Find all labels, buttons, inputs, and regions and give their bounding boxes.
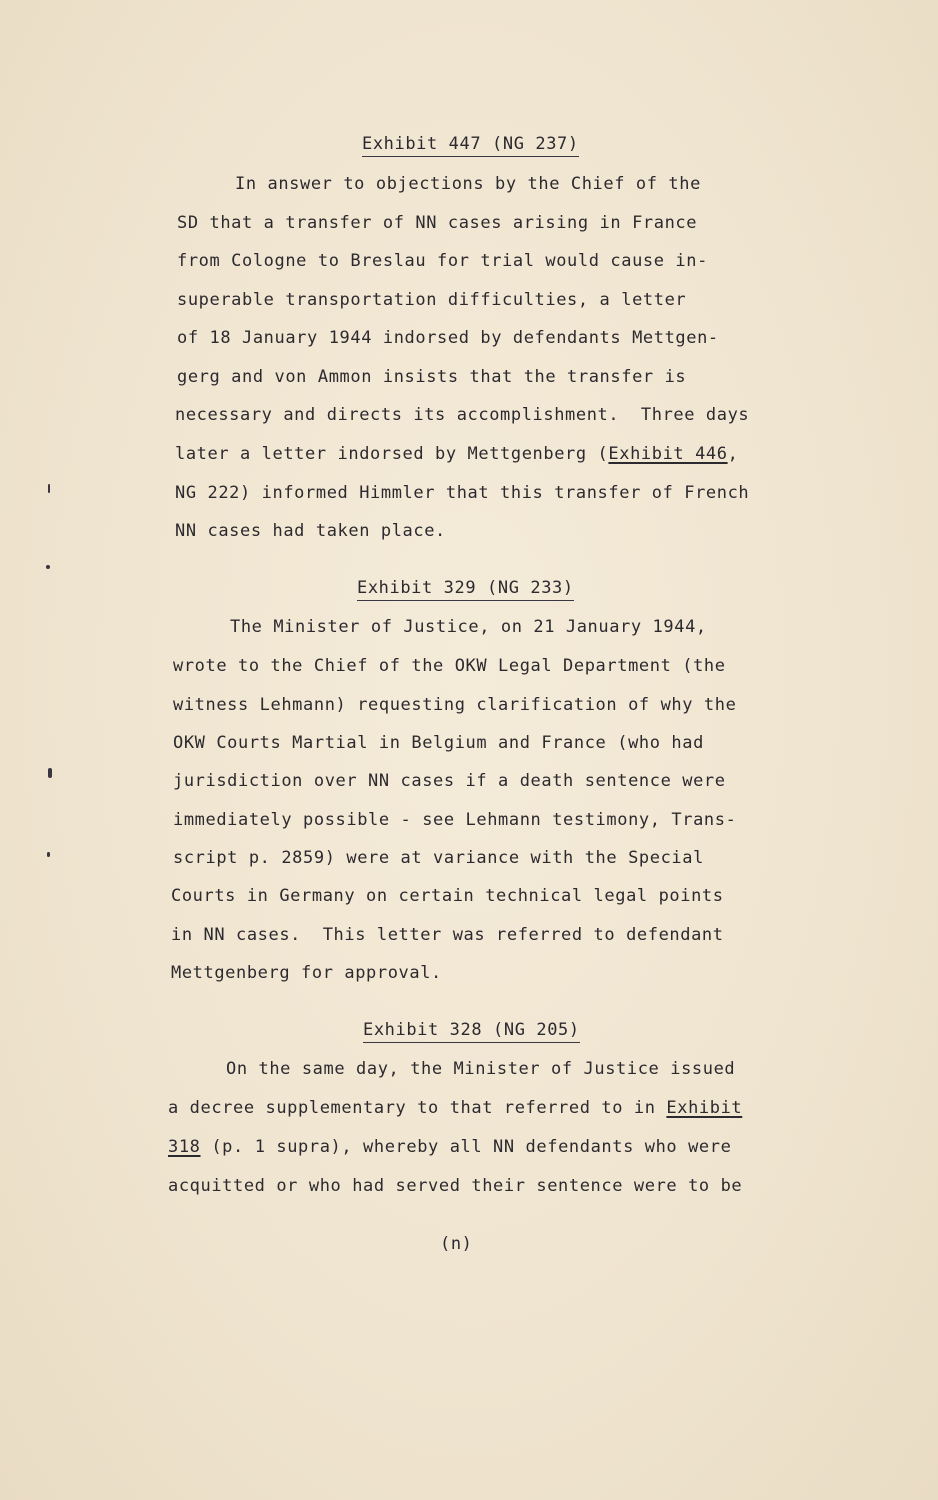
page-marker: (n) xyxy=(440,1234,473,1254)
exhibit-318-reference: Exhibit xyxy=(666,1098,743,1118)
exhibit-446-reference: Exhibit 446 xyxy=(608,444,728,464)
margin-mark xyxy=(48,768,52,778)
section-2-line-5: jurisdiction over NN cases if a death sentence were xyxy=(173,771,726,791)
section-1-line-7: necessary and directs its accomplishment. Three days xyxy=(175,405,750,425)
section-1-heading: Exhibit 447 (NG 237) xyxy=(362,133,579,157)
section-1-line-5: of 18 January 1944 indorsed by defendants Mettgen- xyxy=(177,328,719,348)
section-2-line-3: witness Lehmann) requesting clarification of why the xyxy=(173,695,737,715)
section-2-line-10: Mettgenberg for approval. xyxy=(171,963,442,983)
section-3-line-2 xyxy=(168,1097,742,1119)
section-3-line-3 xyxy=(168,1136,731,1158)
section-2-line-9: in NN cases. This letter was referred to defendant xyxy=(171,925,724,945)
section-3-line-1: On the same day, the Minister of Justice issued xyxy=(226,1059,736,1079)
section-2-line-1: The Minister of Justice, on 21 January 1944, xyxy=(230,617,707,637)
exhibit-318-number: 318 xyxy=(168,1137,201,1157)
section-2-heading: Exhibit 329 (NG 233) xyxy=(357,577,574,601)
section-2-line-4: OKW Courts Martial in Belgium and France (who had xyxy=(173,733,704,753)
section-1-line-9: NG 222) informed Himmler that this transfer of French xyxy=(175,483,750,503)
section-3-line-3-text: (p. 1 supra), whereby all NN defendants who were xyxy=(200,1137,732,1157)
section-3-line-2-text: a decree supplementary to that referred to in xyxy=(168,1098,667,1118)
section-3-heading: Exhibit 328 (NG 205) xyxy=(363,1019,580,1043)
section-2-line-2: wrote to the Chief of the OKW Legal Department (the xyxy=(173,656,726,676)
section-1-line-8-text: later a letter indorsed by Mettgenberg ( xyxy=(175,444,609,464)
section-1-line-10: NN cases had taken place. xyxy=(175,521,446,541)
section-1-line-1: In answer to objections by the Chief of the xyxy=(235,174,701,194)
section-1-line-6: gerg and von Ammon insists that the transfer is xyxy=(177,367,687,387)
section-1-line-3: from Cologne to Breslau for trial would cause in- xyxy=(177,251,708,271)
section-3-line-4: acquitted or who had served their sentence were to be xyxy=(168,1176,743,1196)
section-2-line-6: immediately possible - see Lehmann testimony, Trans- xyxy=(173,810,737,830)
section-1-line-4: superable transportation difficulties, a letter xyxy=(177,290,687,310)
section-2-line-7: script p. 2859) were at variance with the Special xyxy=(173,848,704,868)
margin-mark xyxy=(47,852,50,857)
section-1-line-8-end: , xyxy=(727,444,739,464)
section-2-line-8: Courts in Germany on certain technical legal points xyxy=(171,886,724,906)
margin-mark xyxy=(46,565,50,569)
margin-mark xyxy=(48,484,50,493)
section-1-line-2: SD that a transfer of NN cases arising in France xyxy=(177,213,698,233)
section-1-line-8 xyxy=(175,443,738,465)
